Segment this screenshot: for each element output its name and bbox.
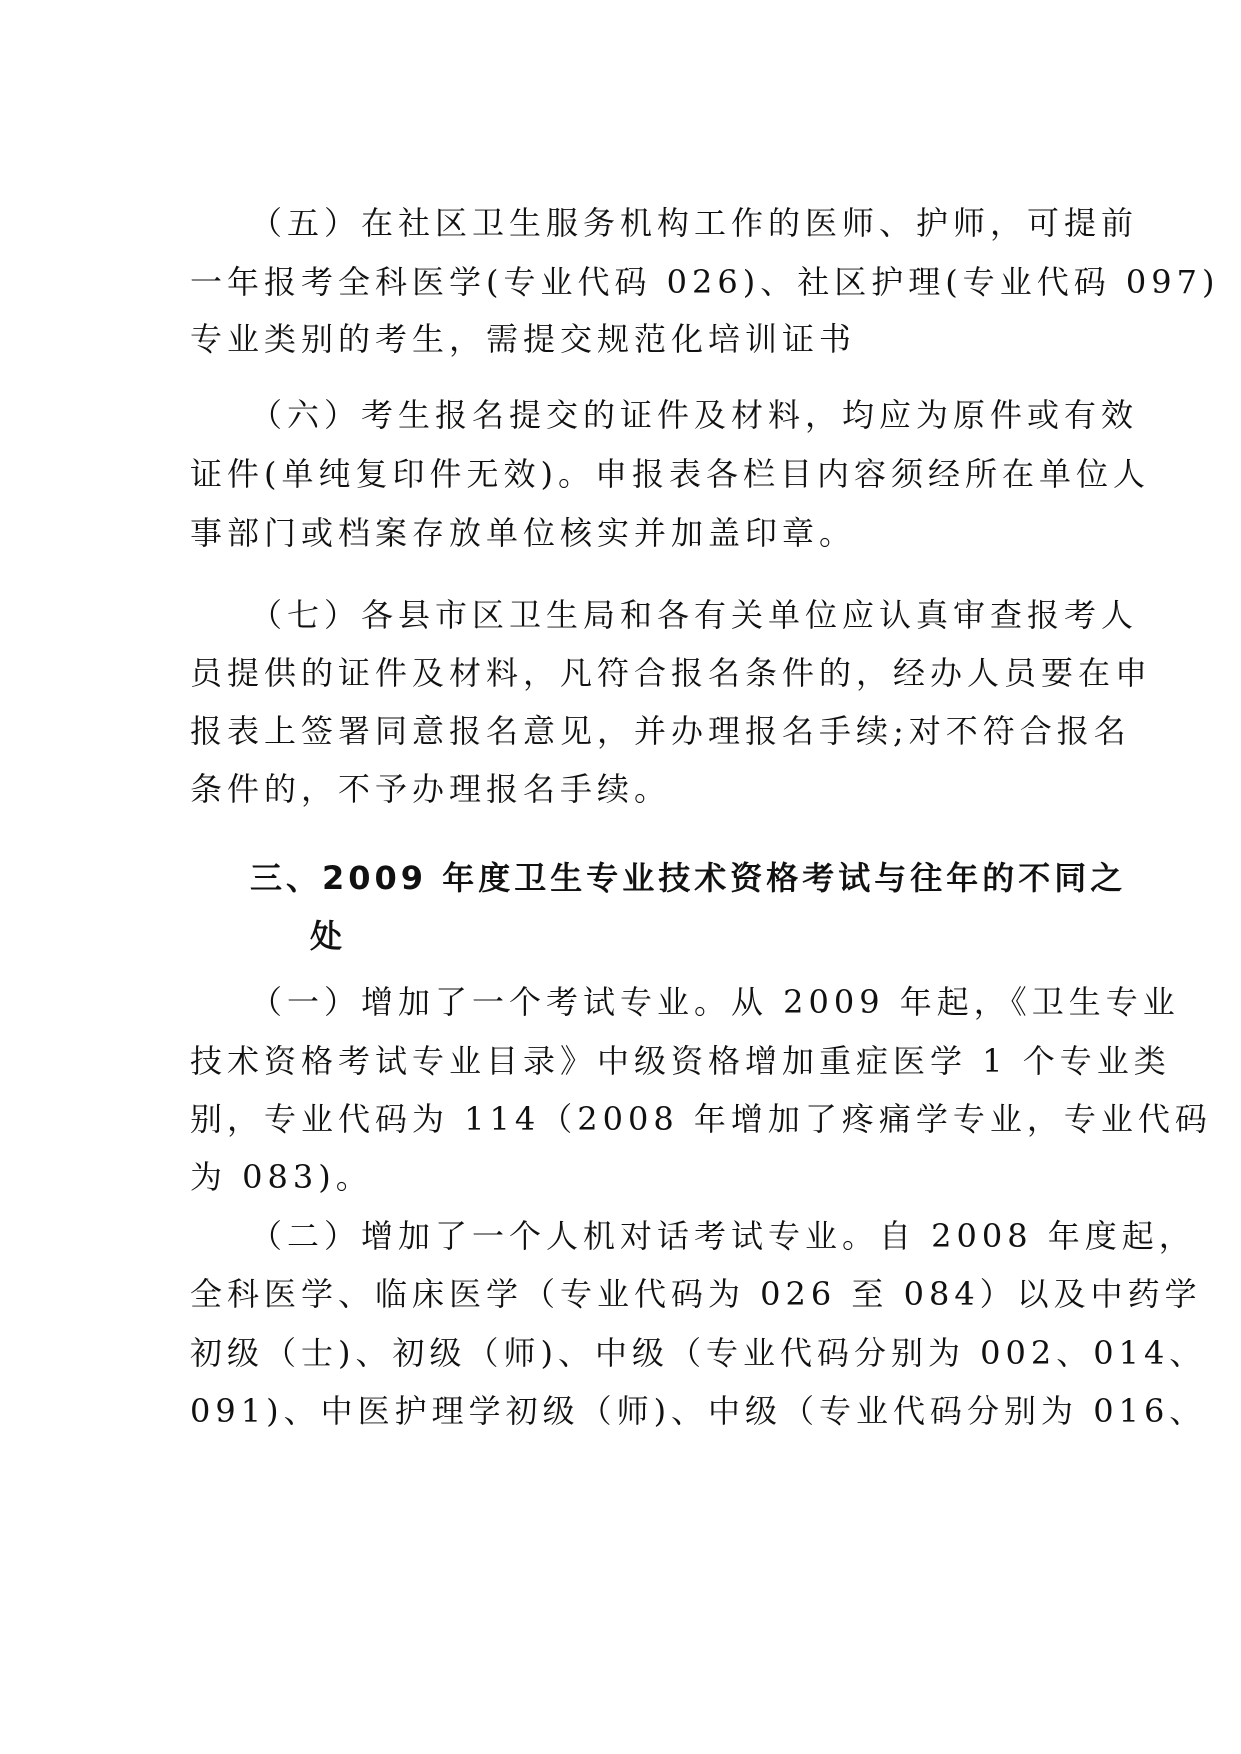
paragraph-line: 一年报考全科医学(专业代码 026)、社区护理(专业代码 097): [190, 263, 1220, 301]
paragraph-line: 091)、中医护理学初级（师)、中级（专业代码分别为 016、: [190, 1392, 1207, 1430]
paragraph-line: 初级（士)、初级（师)、中级（专业代码分别为 002、014、: [190, 1334, 1207, 1372]
paragraph-line: 技术资格考试专业目录》中级资格增加重症医学 1 个专业类: [190, 1042, 1171, 1080]
paragraph-line: （二）增加了一个人机对话考试专业。自 2008 年度起，: [250, 1217, 1196, 1255]
paragraph-line: 全科医学、临床医学（专业代码为 026 至 084）以及中药学: [190, 1275, 1202, 1313]
paragraph-line: （一）增加了一个考试专业。从 2009 年起，《卫生专业: [250, 983, 1180, 1021]
paragraph-line: （六）考生报名提交的证件及材料，均应为原件或有效: [250, 396, 1139, 434]
paragraph-line: 报表上签署同意报名意见，并办理报名手续;对不符合报名: [190, 712, 1131, 750]
paragraph-line: （五）在社区卫生服务机构工作的医师、护师，可提前: [250, 204, 1139, 242]
paragraph-line: 别，专业代码为 114（2008 年增加了疼痛学专业，专业代码: [190, 1100, 1212, 1138]
paragraph-line: 事部门或档案存放单位核实并加盖印章。: [190, 514, 857, 552]
paragraph-line: （七）各县市区卫生局和各有关单位应认真审查报考人: [250, 596, 1139, 634]
paragraph-line: 证件(单纯复印件无效)。申报表各栏目内容须经所在单位人: [190, 455, 1150, 493]
paragraph-line: 专业类别的考生，需提交规范化培训证书: [190, 320, 857, 358]
paragraph-line: 员提供的证件及材料，凡符合报名条件的，经办人员要在申: [190, 654, 1153, 692]
paragraph-line: 为 083)。: [190, 1158, 373, 1196]
section-heading-line: 三、2009 年度卫生专业技术资格考试与往年的不同之: [250, 859, 1127, 897]
paragraph-line: 条件的，不予办理报名手续。: [190, 770, 672, 808]
section-heading-line: 处: [310, 917, 347, 955]
